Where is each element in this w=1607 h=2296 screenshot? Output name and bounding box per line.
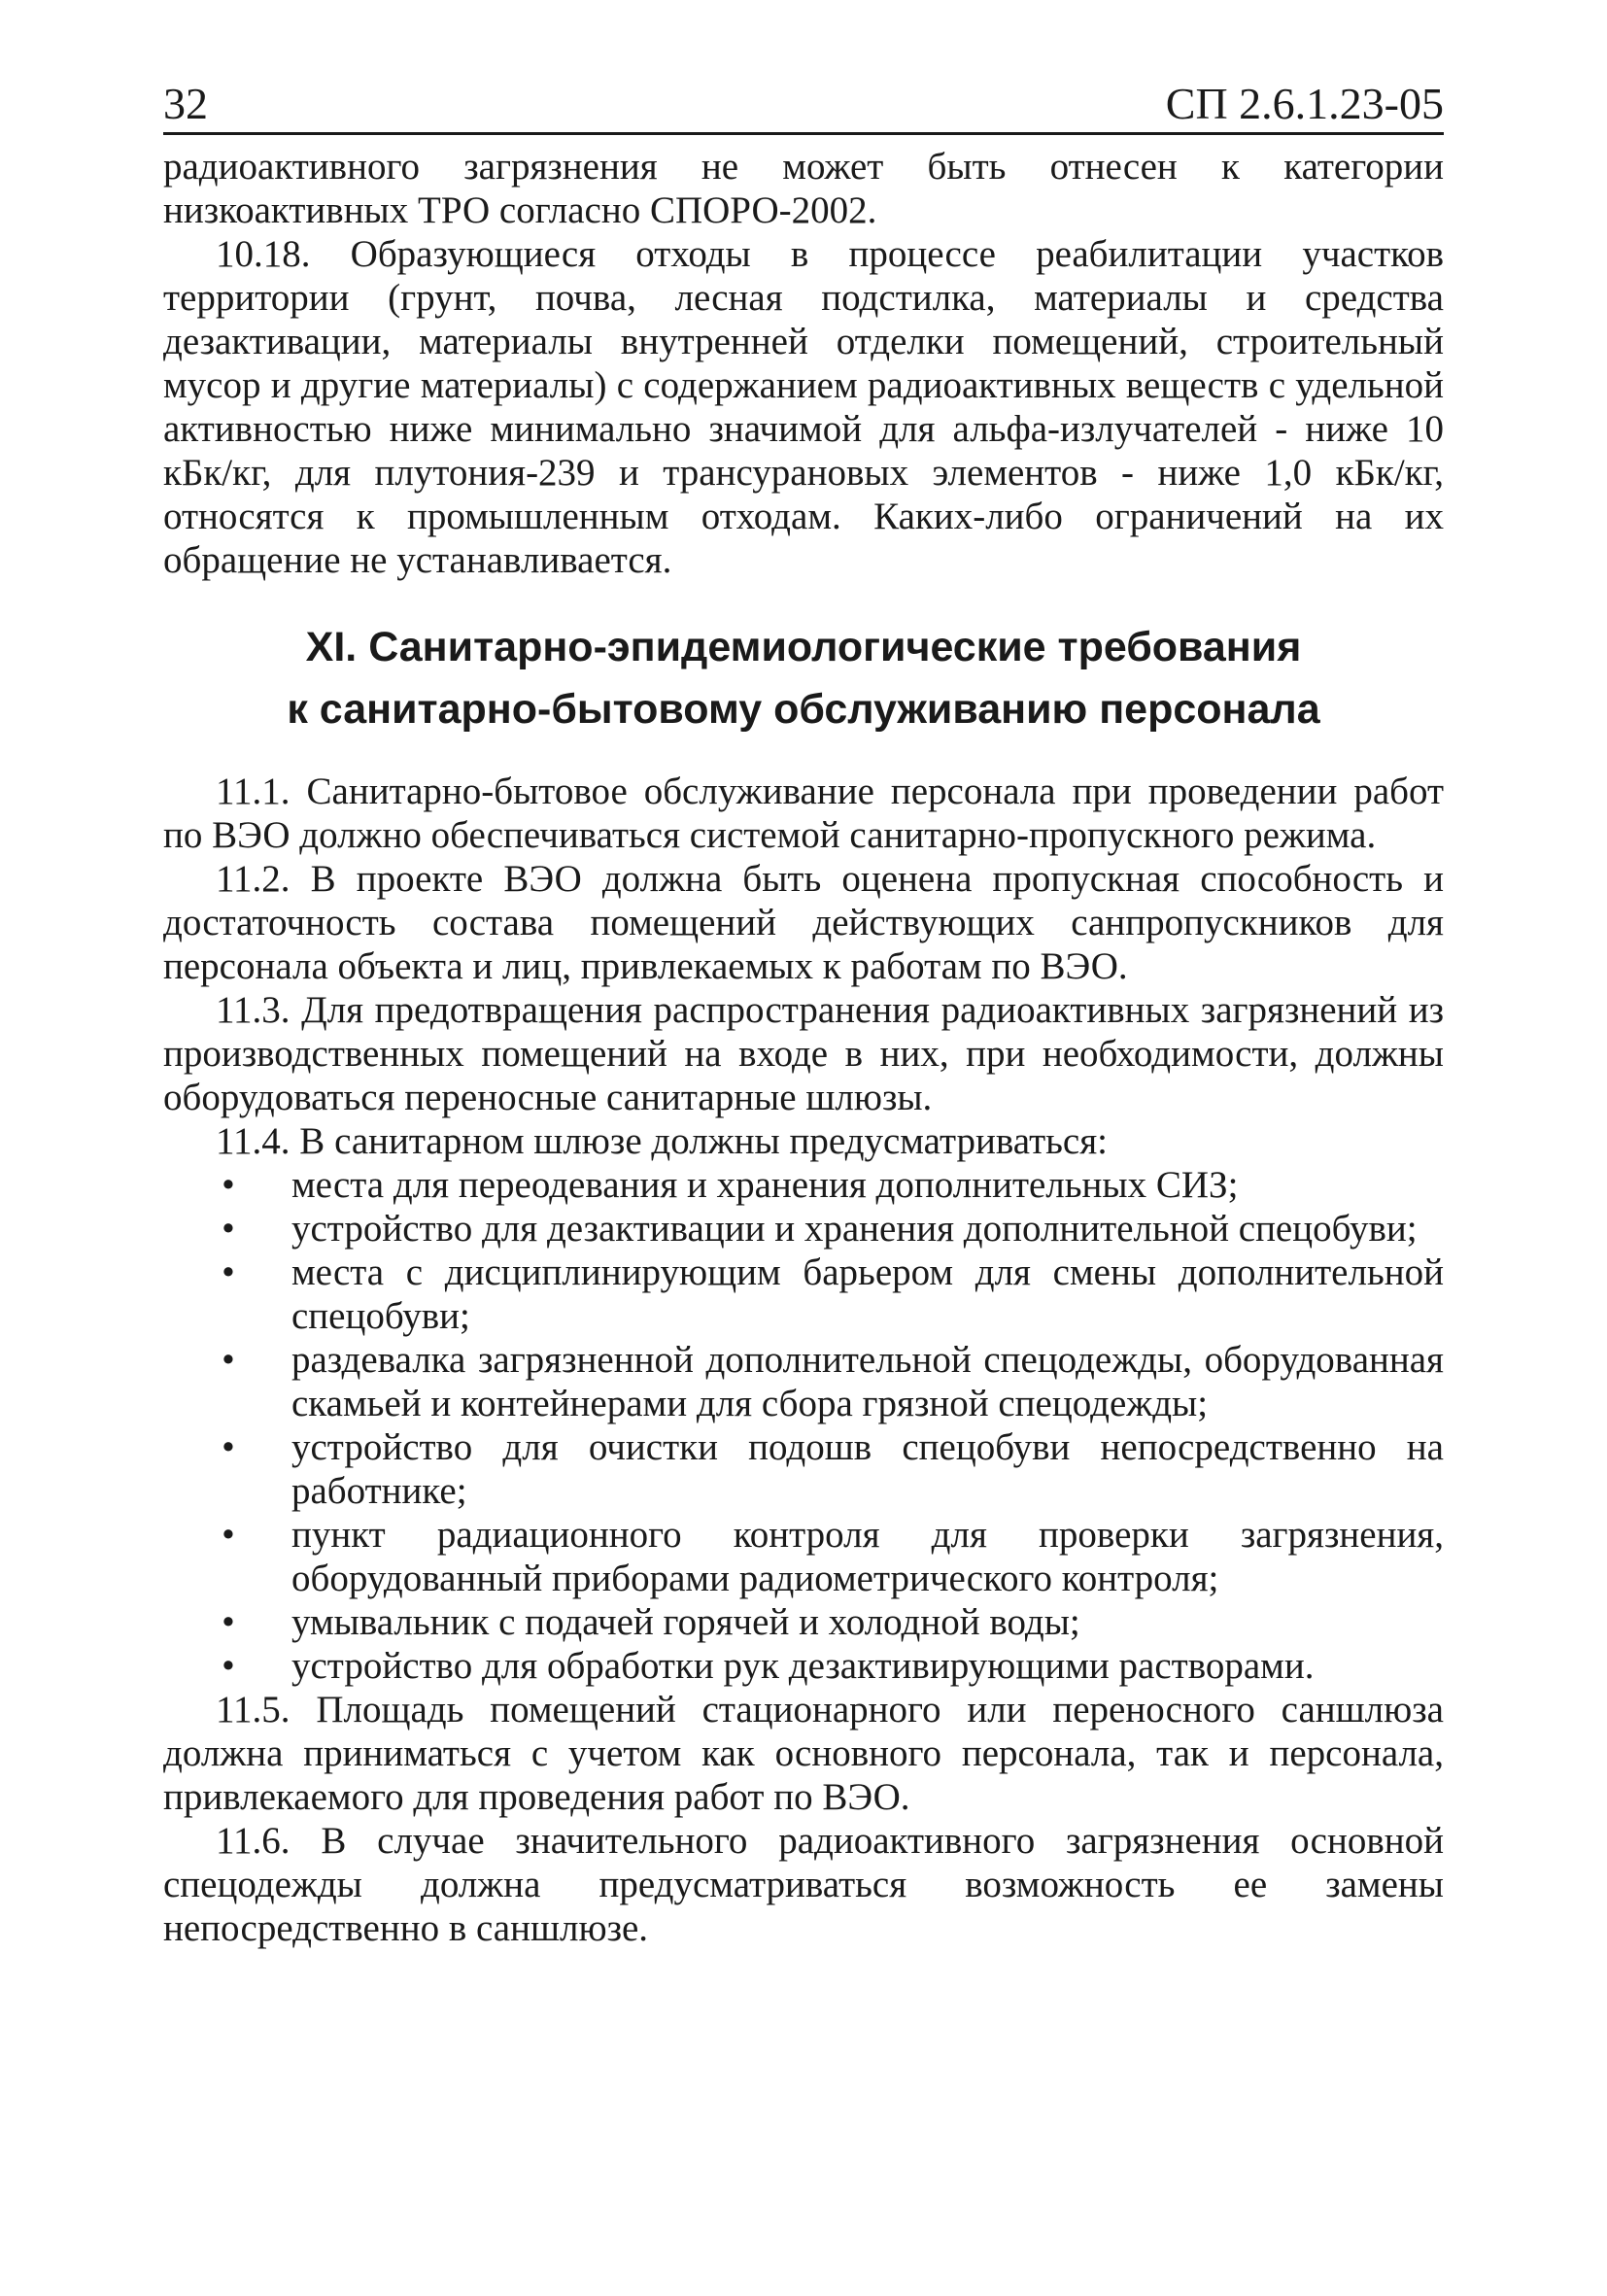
list-item-text: устройство для очистки подошв спецобуви непосредственно на работнике; <box>291 1426 1444 1512</box>
document-page <box>163 78 1444 1950</box>
paragraph-11-4: 11.4. В санитарном шлюзе должны предусматриваться: <box>216 1120 1108 1162</box>
section-heading-line-2: к санитарно-бытовому обслуживанию персонала <box>287 686 1320 733</box>
paragraph-11-2: 11.2. В проекте ВЭО должна быть оценена пропускная способность и достаточность состава помещений действующих санпропускников для персонала объекта и лиц, привлекаемых к работам по ВЭО. <box>163 858 1444 987</box>
document-code: СП 2.6.1.23-05 <box>1165 79 1444 128</box>
list-item-text: пункт радиационного контроля для проверки загрязнения, оборудованный приборами радиометрического контроля; <box>291 1514 1444 1599</box>
list-item-text: устройство для дезактивации и хранения дополнительной спецобуви; <box>291 1208 1418 1250</box>
bullet-icon: • <box>222 1426 235 1468</box>
section-heading <box>163 616 1444 740</box>
bullet-icon: • <box>222 1251 235 1293</box>
bullet-icon: • <box>222 1601 235 1643</box>
list-item <box>163 1644 1444 1688</box>
bullet-icon: • <box>222 1514 235 1556</box>
paragraph-11-1: 11.1. Санитарно-бытовое обслуживание персонала при проведении работ по ВЭО должно обеспечиваться системой санитарно-пропускного режима. <box>163 771 1444 856</box>
list-item-text: места с дисциплинирующим барьером для смены дополнительной спецобуви; <box>291 1251 1444 1337</box>
bullet-icon: • <box>222 1164 235 1206</box>
paragraph-11-6: 11.6. В случае значительного радиоактивного загрязнения основной спецодежды должна предусматриваться возможность ее замены непосредственно в саншлюзе. <box>163 1820 1444 1949</box>
bullet-icon: • <box>222 1645 235 1687</box>
list-item <box>163 1163 1444 1207</box>
paragraph-11-3: 11.3. Для предотвращения распространения радиоактивных загрязнений из производственных помещений на входе в них, при необходимости, должны оборудоваться переносные санитарные шлюзы. <box>163 989 1444 1118</box>
list-item <box>163 1425 1444 1513</box>
list-item <box>163 1338 1444 1425</box>
list-item <box>163 1207 1444 1251</box>
paragraph-10-18: 10.18. Образующиеся отходы в процессе реабилитации участков территории (грунт, почва, лесная подстилка, материалы и средства дезактивации, материалы внутренней отделки помещений, строительный мусор и другие материалы) с содержанием радиоактивных веществ с удельной активностью ниже минимально значимой для альфа-излучателей - ниже 10 кБк/кг, для плутония-239 и трансурановых элементов - ниже 1,0 кБк/кг, относятся к промышленным отходам. Каких-либо ограничений на их обращение не устанавливается. <box>163 233 1444 581</box>
bullet-icon: • <box>222 1208 235 1250</box>
page-header <box>163 78 1444 135</box>
paragraph-11-5: 11.5. Площадь помещений стационарного или переносного саншлюза должна приниматься с учетом как основного персонала, так и персонала, привлекаемого для проведения работ по ВЭО. <box>163 1689 1444 1818</box>
list-item <box>163 1600 1444 1644</box>
list-item <box>163 1513 1444 1600</box>
list-item-text: места для переодевания и хранения дополнительных СИЗ; <box>291 1164 1239 1206</box>
list-item-text: умывальник с подачей горячей и холодной воды; <box>291 1601 1080 1643</box>
list-item-text: раздевалка загрязненной дополнительной спецодежды, оборудованная скамьей и контейнерами для сбора грязной спецодежды; <box>291 1339 1444 1424</box>
sanitary-lock-requirements-list <box>163 1163 1444 1688</box>
page-number: 32 <box>163 79 208 128</box>
list-item <box>163 1251 1444 1338</box>
bullet-icon: • <box>222 1339 235 1381</box>
section-heading-line-1: XI. Санитарно-эпидемиологические требования <box>305 624 1302 670</box>
list-item-text: устройство для обработки рук дезактивирующими растворами. <box>291 1645 1315 1687</box>
paragraph-continuation: радиоактивного загрязнения не может быть отнесен к категории низкоактивных ТРО согласно СПОРО-2002. <box>163 146 1444 231</box>
